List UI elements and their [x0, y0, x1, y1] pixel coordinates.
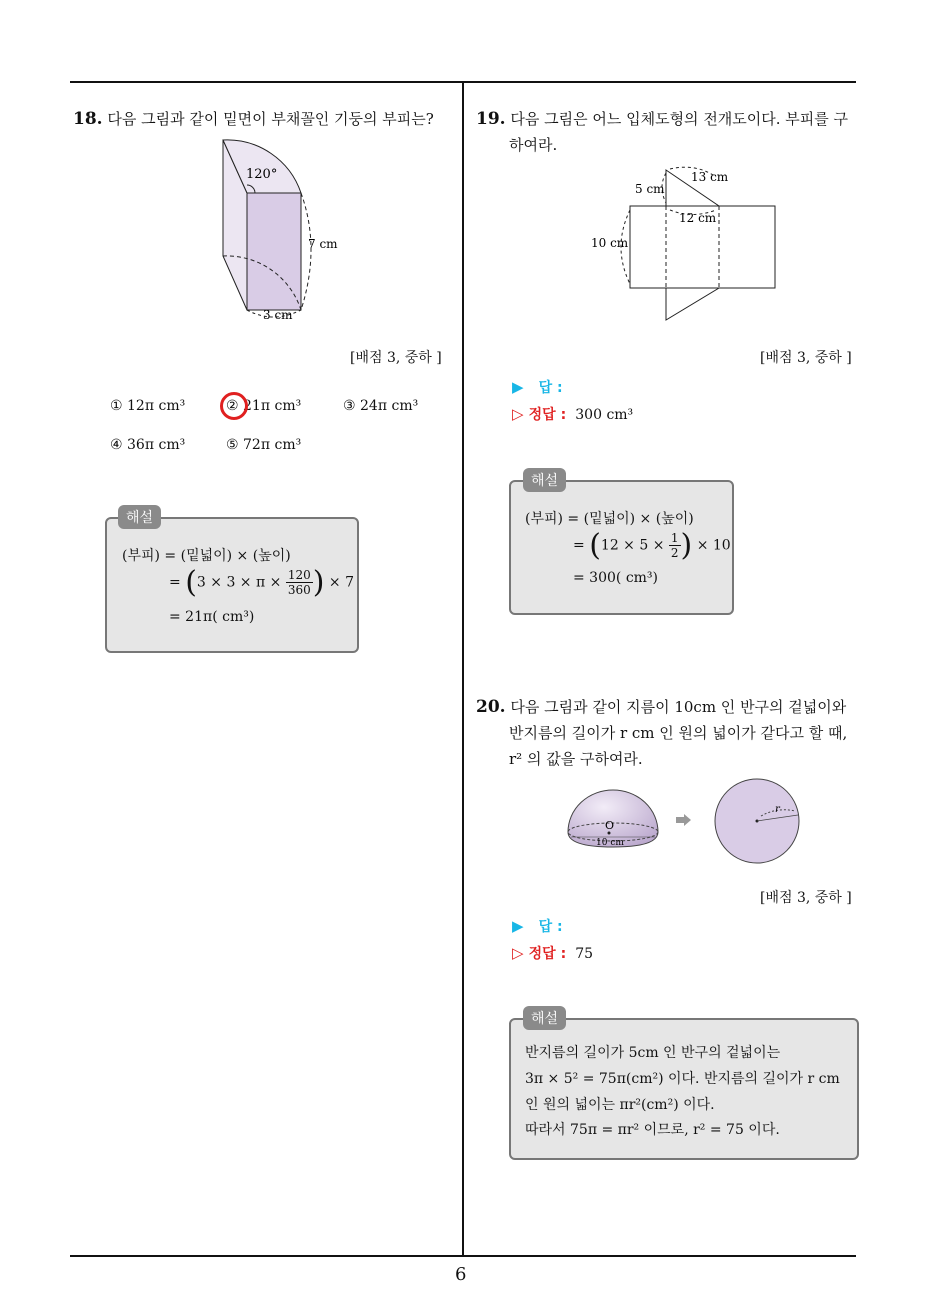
- question-18-text: 다음 그림과 같이 밑면이 부채꼴인 기둥의 부피는?: [107, 110, 434, 128]
- correct-value: 75: [575, 946, 594, 962]
- question-19-text-2: 하여라.: [509, 136, 558, 154]
- q19-height: 10 cm: [591, 236, 629, 250]
- q18-explanation-tab: 해설: [118, 505, 161, 529]
- choice-value: 36π cm³: [127, 437, 186, 453]
- q18-choice-5[interactable]: [226, 437, 301, 453]
- q19-answer-row: [512, 377, 563, 397]
- q18-choice-3[interactable]: [343, 398, 418, 414]
- column-divider: [462, 81, 464, 1257]
- correct-label: 정답 :: [528, 946, 567, 962]
- q18-choice-2[interactable]: [226, 398, 301, 414]
- choice-value: 12π cm³: [127, 398, 186, 414]
- q18-angle-label: 120°: [246, 167, 278, 182]
- explain-line-2: 3π × 5² = 75π(cm²) 이다. 반지름의 길이가 r cm: [525, 1071, 840, 1087]
- explain-line-3: 인 원의 넓이는 πr²(cm²) 이다.: [525, 1097, 715, 1113]
- explain-line-2: = (3 × 3 × π × $\frac{120}{360}$ ) × 7: [169, 565, 354, 600]
- q20-meta: [배점 3, 중하 ]: [760, 890, 852, 906]
- question-20-text-2: 반지름의 길이가 r cm 인 원의 넓이가 같다고 할 때,: [509, 724, 848, 742]
- bottom-rule: [70, 1255, 856, 1257]
- choice-mark: ④: [110, 437, 123, 453]
- question-20-text-1: 다음 그림과 같이 지름이 10cm 인 반구의 겉넓이와: [510, 698, 847, 716]
- question-18: [73, 106, 434, 132]
- q20-correct-row: [512, 943, 593, 963]
- q20-explanation-box: [509, 1018, 859, 1160]
- question-19-number: 19.: [476, 109, 506, 129]
- outline-play-icon: ▷: [512, 944, 524, 962]
- choice-value: 72π cm³: [243, 437, 302, 453]
- correct-value: 300 cm³: [575, 407, 634, 423]
- q20-diameter-label: 10 cm: [596, 838, 624, 848]
- q20-center-label: O: [605, 819, 615, 832]
- q18-radius-label: 3 cm: [263, 308, 293, 322]
- question-19: [476, 106, 861, 158]
- question-19-text-1: 다음 그림은 어느 입체도형의 전개도이다. 부피를 구: [510, 110, 849, 128]
- q20-explanation-tab: 해설: [523, 1006, 566, 1030]
- q18-choice-4[interactable]: [110, 437, 185, 453]
- question-20-text-3: r² 의 값을 구하여라.: [509, 750, 643, 768]
- page-number: 6: [455, 1264, 467, 1285]
- q18-explanation-box: [105, 517, 359, 653]
- q20-r-label: r: [775, 804, 780, 815]
- question-20: [476, 694, 861, 772]
- explain-line-3: = 300( cm³): [573, 570, 659, 586]
- q19-explanation-box: [509, 480, 734, 615]
- q19-meta: [배점 3, 중하 ]: [760, 350, 852, 366]
- answer-label: 답 :: [538, 380, 563, 396]
- choice-mark: ③: [343, 398, 356, 414]
- q18-choice-1[interactable]: [110, 398, 185, 414]
- play-icon: ▶: [512, 917, 524, 935]
- q18-meta: [배점 3, 중하 ]: [350, 350, 442, 366]
- q19-correct-row: [512, 404, 633, 424]
- q19-side-b: 13 cm: [691, 170, 729, 184]
- q19-side-c: 12 cm: [679, 211, 717, 225]
- choice-mark: ⑤: [226, 437, 239, 453]
- choice-value: 24π cm³: [360, 398, 419, 414]
- q19-explanation-tab: 해설: [523, 468, 566, 492]
- q18-figure: [215, 138, 345, 323]
- choice-mark: ①: [110, 398, 123, 414]
- q19-figure: [588, 165, 783, 325]
- choice-mark: ②: [226, 398, 239, 414]
- correct-label: 정답 :: [528, 407, 567, 423]
- selected-circle-icon: [220, 392, 248, 420]
- outline-play-icon: ▷: [512, 405, 524, 423]
- explain-line-4: 따라서 75π = πr² 이므로, r² = 75 이다.: [525, 1122, 780, 1138]
- explain-line-1: (부피) = (밑넓이) × (높이): [122, 548, 291, 564]
- q19-side-a: 5 cm: [635, 182, 665, 196]
- choice-value: 21π cm³: [243, 398, 302, 414]
- play-icon: ▶: [512, 378, 524, 396]
- q20-figure: [563, 775, 808, 870]
- explain-line-1: 반지름의 길이가 5cm 인 반구의 겉넓이는: [525, 1045, 781, 1061]
- question-20-number: 20.: [476, 697, 506, 717]
- answer-label: 답 :: [538, 919, 563, 935]
- explain-line-2: = (12 × 5 × $\frac{1}{2}$ ) × 10: [573, 528, 731, 563]
- q20-answer-row: [512, 916, 563, 936]
- explain-line-3: = 21π( cm³): [169, 609, 255, 625]
- q18-height-label: 7 cm: [308, 237, 338, 251]
- explain-line-1: (부피) = (밑넓이) × (높이): [525, 511, 694, 527]
- question-18-number: 18.: [73, 109, 103, 129]
